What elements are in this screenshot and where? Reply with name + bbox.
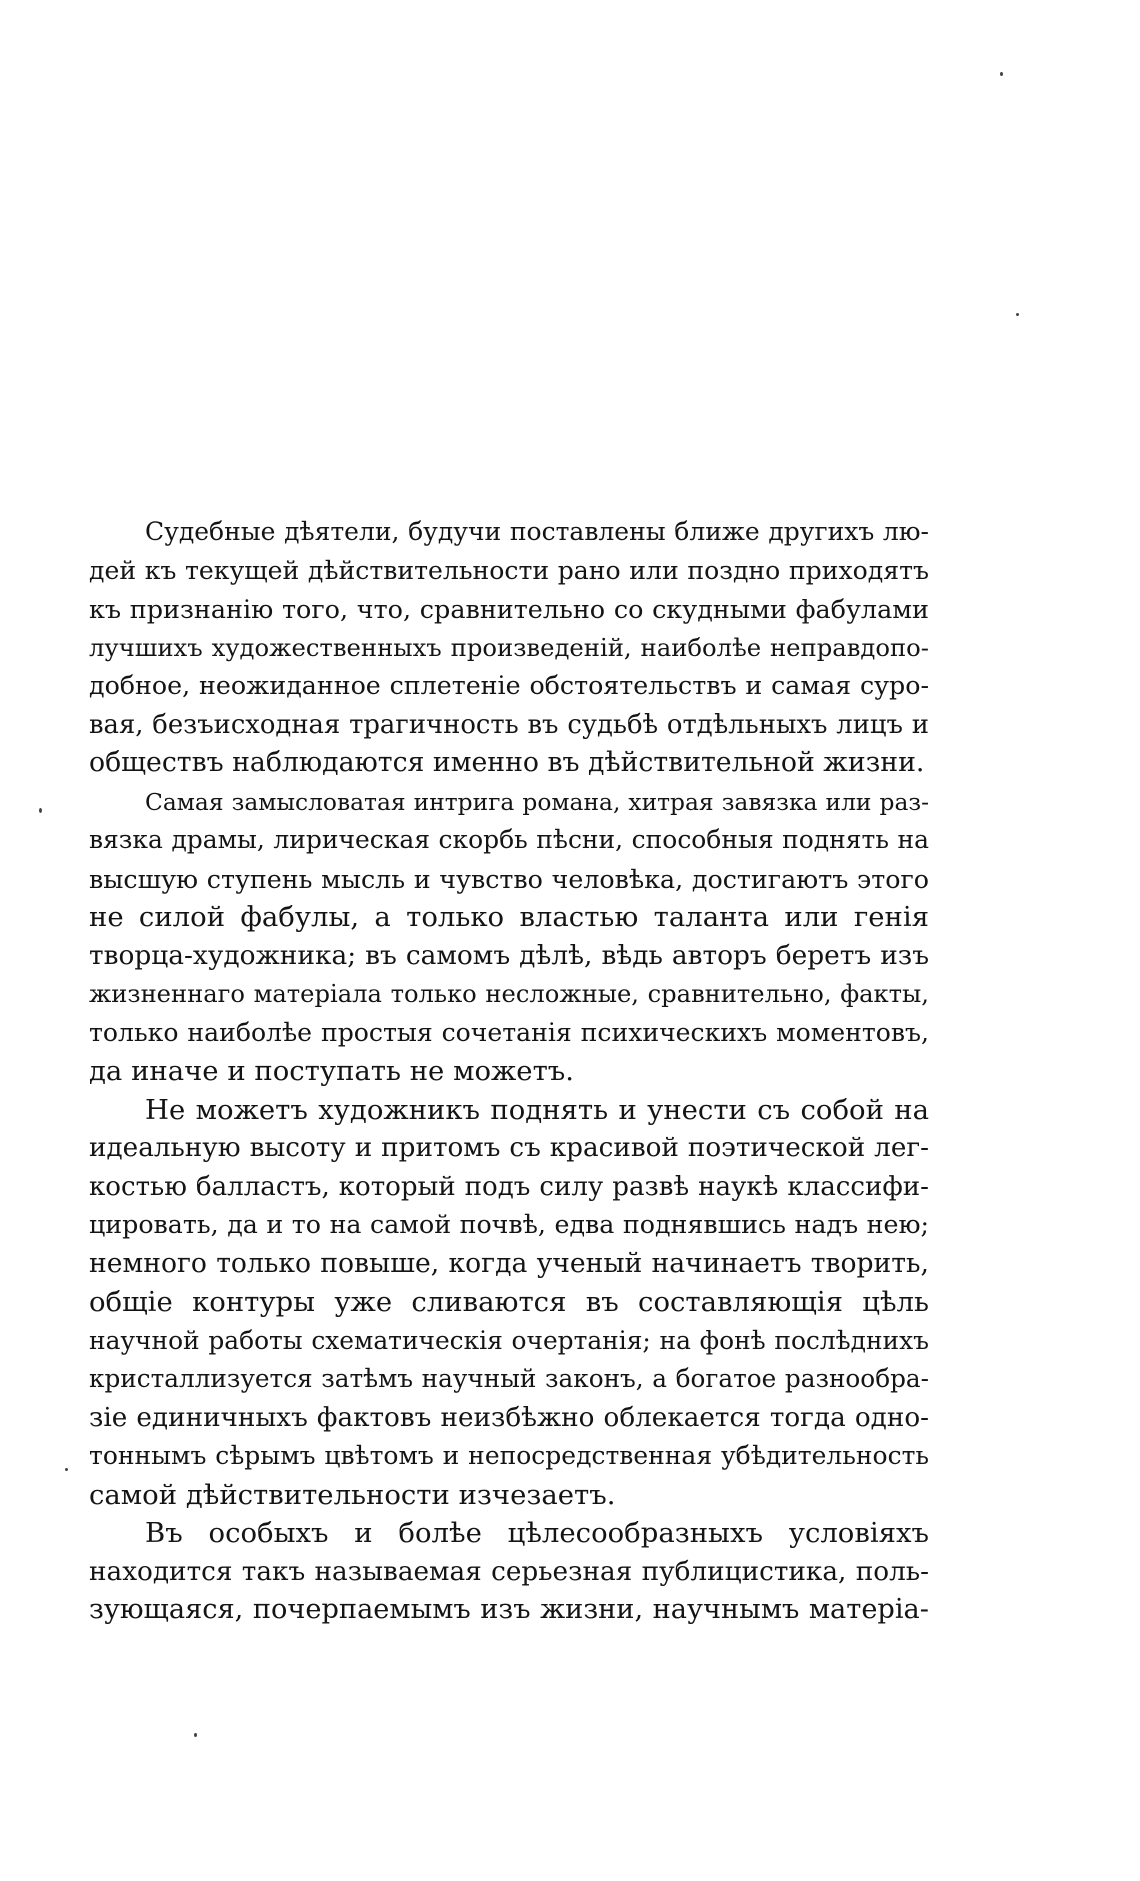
text-line: творца-художника; въ самомъ дѣлѣ, вѣдь авторъ беретъ изъ [89,939,929,971]
text-line: немного только повыше, когда ученый начинаетъ творить, [89,1247,929,1279]
text-line: общіе контуры уже сливаются въ составляющія цѣль [89,1286,929,1318]
text-line: добное, неожиданное сплетеніе обстоятельствъ и самая суро- [89,671,929,700]
text-line: тоннымъ сѣрымъ цвѣтомъ и непосредственная убѣдительность [89,1441,929,1470]
paragraph [89,1091,929,1515]
print-speck [1000,72,1003,76]
text-line: не силой фабулы, а только властью таланта или генія [89,901,929,933]
text-line: Не можетъ художникъ поднять и унести съ собой на [145,1093,929,1126]
body-text [89,513,929,1630]
text-line: обществъ наблюдаются именно въ дѣйствительной жизни. [89,747,925,778]
text-line: Въ особыхъ и болѣе цѣлесообразныхъ условіяхъ [145,1517,929,1549]
text-line: къ признанію того, что, сравнительно со скудными фабулами [89,594,929,624]
text-line: зующаяся, почерпаемымъ изъ жизни, научнымъ матеріа- [89,1594,929,1625]
text-line: идеальную высоту и притомъ съ красивой поэтической лег- [89,1133,929,1163]
text-line: только наиболѣе простыя сочетанія психическихъ моментовъ, [89,1017,929,1047]
text-line: дей къ текущей дѣйствительности рано или поздно приходятъ [89,555,929,585]
print-speck [1016,313,1019,316]
text-line: зіе единичныхъ фактовъ неизбѣжно облекается тогда одно- [89,1402,929,1433]
text-line: Самая замысловатая интрига романа, хитрая завязка или раз- [145,787,929,816]
paragraph [89,783,929,1091]
text-line: вая, безъисходная трагичность въ судьбѣ отдѣльныхъ лицъ и [89,709,929,740]
text-line: Судебные дѣятели, будучи поставлены ближе другихъ лю- [145,517,929,546]
text-line: вязка драмы, лирическая скорбь пѣсни, способныя поднять на [89,825,929,854]
print-speck [39,808,42,813]
text-line: научной работы схематическія очертанія; на фонѣ послѣднихъ [89,1325,929,1355]
text-line: находится такъ называемая серьезная публицистика, поль- [89,1556,929,1587]
text-line: самой дѣйствительности изчезаетъ. [89,1478,616,1511]
text-line: высшую ступень мысль и чувство человѣка, достигаютъ этого [89,863,929,894]
paragraph [89,513,929,783]
text-line: костью балластъ, который подъ силу развѣ наукѣ классифи- [89,1171,929,1202]
print-speck [194,1733,197,1737]
text-line: да иначе и поступать не можетъ. [89,1055,575,1087]
text-line: жизненнаго матеріала только несложные, сравнительно, факты, [89,980,929,1008]
text-line: цировать, да и то на самой почвѣ, едва поднявшись надъ нею; [89,1210,929,1239]
text-line: кристаллизуется затѣмъ научный законъ, а богатое разнообра- [89,1364,929,1393]
paragraph [89,1514,929,1630]
print-speck [65,1468,68,1471]
text-line: лучшихъ художественныхъ произведеній, наиболѣе неправдопо- [89,632,929,662]
